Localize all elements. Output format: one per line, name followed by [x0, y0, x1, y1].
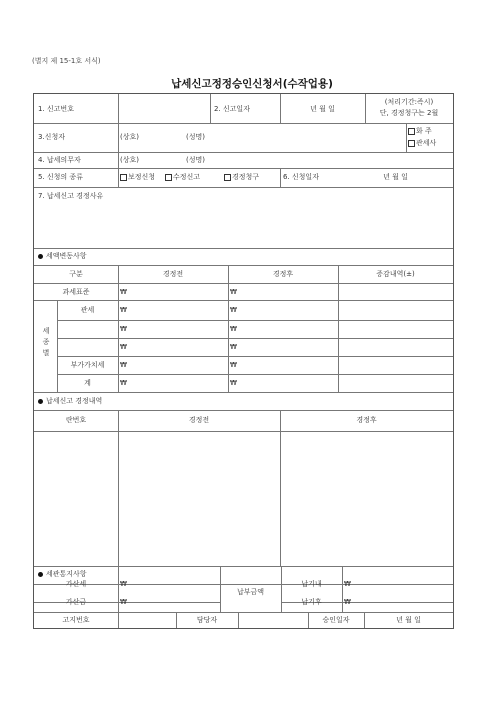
kind-refund-checkbox[interactable]: [224, 174, 231, 181]
additional-tax-label: 가산세: [65, 580, 87, 588]
tax-change-title-text: 세액변동사항: [46, 252, 87, 260]
kind-correction-label: 보정신청: [128, 173, 156, 181]
apply-date-label: 6. 신청일자: [283, 173, 319, 181]
tax-row-label: 과세표준: [62, 288, 90, 296]
correction-section-title: [38, 397, 102, 406]
notice-title-text: 세관통지사항: [46, 570, 87, 578]
tax-row-before: ₩: [120, 325, 127, 333]
kind-amend-checkbox[interactable]: [165, 174, 172, 181]
bullet-icon: [38, 399, 43, 404]
notice-number-label: 고지번호: [62, 616, 90, 624]
due-after-label: 납기후: [301, 598, 322, 606]
tax-row-after: ₩: [230, 325, 237, 333]
approval-date-label: 승인일자: [322, 616, 350, 624]
kind-correction-checkbox[interactable]: [120, 174, 127, 181]
tax-change-section-title: [38, 252, 87, 261]
customs-broker-option-label: 관세사: [416, 139, 437, 147]
kind-amend-option[interactable]: [165, 173, 200, 182]
tax-row-before: ₩: [120, 361, 127, 369]
tax-header-before: 경정전: [162, 270, 184, 278]
bullet-icon: [38, 254, 43, 259]
shipper-option[interactable]: [408, 127, 432, 136]
approval-date-value: 년 월 일: [396, 616, 421, 624]
applicant-company-label: (상호): [120, 133, 139, 141]
shipper-checkbox[interactable]: [408, 128, 415, 135]
tax-header-diff: 증감내역(±): [376, 270, 415, 278]
correction-title-text: 납세신고 경정내역: [46, 397, 103, 405]
tax-row-before: ₩: [120, 343, 127, 351]
additional-fee-value: ₩: [120, 598, 127, 606]
tax-row-after: ₩: [230, 306, 237, 314]
report-date-value: 년 월 일: [310, 105, 335, 113]
tax-row-label: 부가가치세: [70, 361, 105, 369]
due-within-value: ₩: [344, 580, 351, 588]
application-kind-label: 5. 신청의 종류: [38, 173, 83, 181]
processing-period: (처리기간:즉시): [384, 98, 434, 106]
taxpayer-name-label: (성명): [186, 156, 205, 164]
tax-header-category: 구분: [69, 270, 83, 278]
form-frame: [33, 93, 454, 629]
applicant-label: 3.신청자: [38, 133, 65, 141]
kind-refund-label: 경정청구: [232, 173, 260, 181]
form-number-note: (별지 제 15-1호 서식): [32, 57, 101, 65]
customs-broker-option[interactable]: [408, 139, 436, 148]
correction-header-line-no: 란번호: [65, 416, 87, 424]
side-char: 별: [42, 349, 50, 357]
taxpayer-company-label: (상호): [120, 156, 139, 164]
notice-section-title: [38, 570, 87, 579]
kind-correction-option[interactable]: [120, 173, 155, 182]
tax-row-before: ₩: [120, 306, 127, 314]
tax-row-before: ₩: [120, 379, 127, 387]
processing-period-note: 단, 경정청구는 2월: [379, 109, 439, 117]
tax-row-after: ₩: [230, 361, 237, 369]
taxpayer-label: 4. 납세의무자: [38, 156, 81, 164]
tax-header-after: 경정후: [272, 270, 294, 278]
report-number-label: 1. 신고번호: [38, 105, 74, 113]
due-within-label: 납기내: [301, 580, 322, 588]
tax-row-before: ₩: [120, 288, 127, 296]
tax-row-after: ₩: [230, 288, 237, 296]
applicant-name-label: (성명): [186, 133, 205, 141]
form-title: 납세신고정정승인신청서(수작업용): [171, 78, 333, 90]
correction-reason-label: 7. 납세신고 경정사유: [38, 192, 104, 200]
pay-amount-label: 납부금액: [236, 588, 265, 596]
officer-label: 담당자: [196, 616, 218, 624]
due-after-value: ₩: [344, 598, 351, 606]
kind-amend-label: 수정신고: [173, 173, 201, 181]
tax-type-side-label: [41, 326, 51, 359]
side-char: 종: [42, 338, 50, 346]
shipper-option-label: 화 주: [416, 127, 432, 135]
customs-broker-checkbox[interactable]: [408, 140, 415, 147]
tax-row-label: 관세: [80, 306, 95, 314]
apply-date-value: 년 월 일: [383, 173, 408, 181]
correction-header-before: 경정전: [188, 416, 210, 424]
kind-refund-option[interactable]: [224, 173, 259, 182]
report-date-label: 2. 신고일자: [214, 105, 250, 113]
tax-row-after: ₩: [230, 379, 237, 387]
correction-header-after: 경정후: [356, 416, 377, 424]
additional-tax-value: ₩: [120, 580, 127, 588]
tax-row-label: 계: [84, 379, 91, 387]
tax-row-after: ₩: [230, 343, 237, 351]
additional-fee-label: 가산금: [65, 598, 87, 606]
bullet-icon: [38, 572, 43, 577]
side-char: 세: [42, 327, 50, 335]
